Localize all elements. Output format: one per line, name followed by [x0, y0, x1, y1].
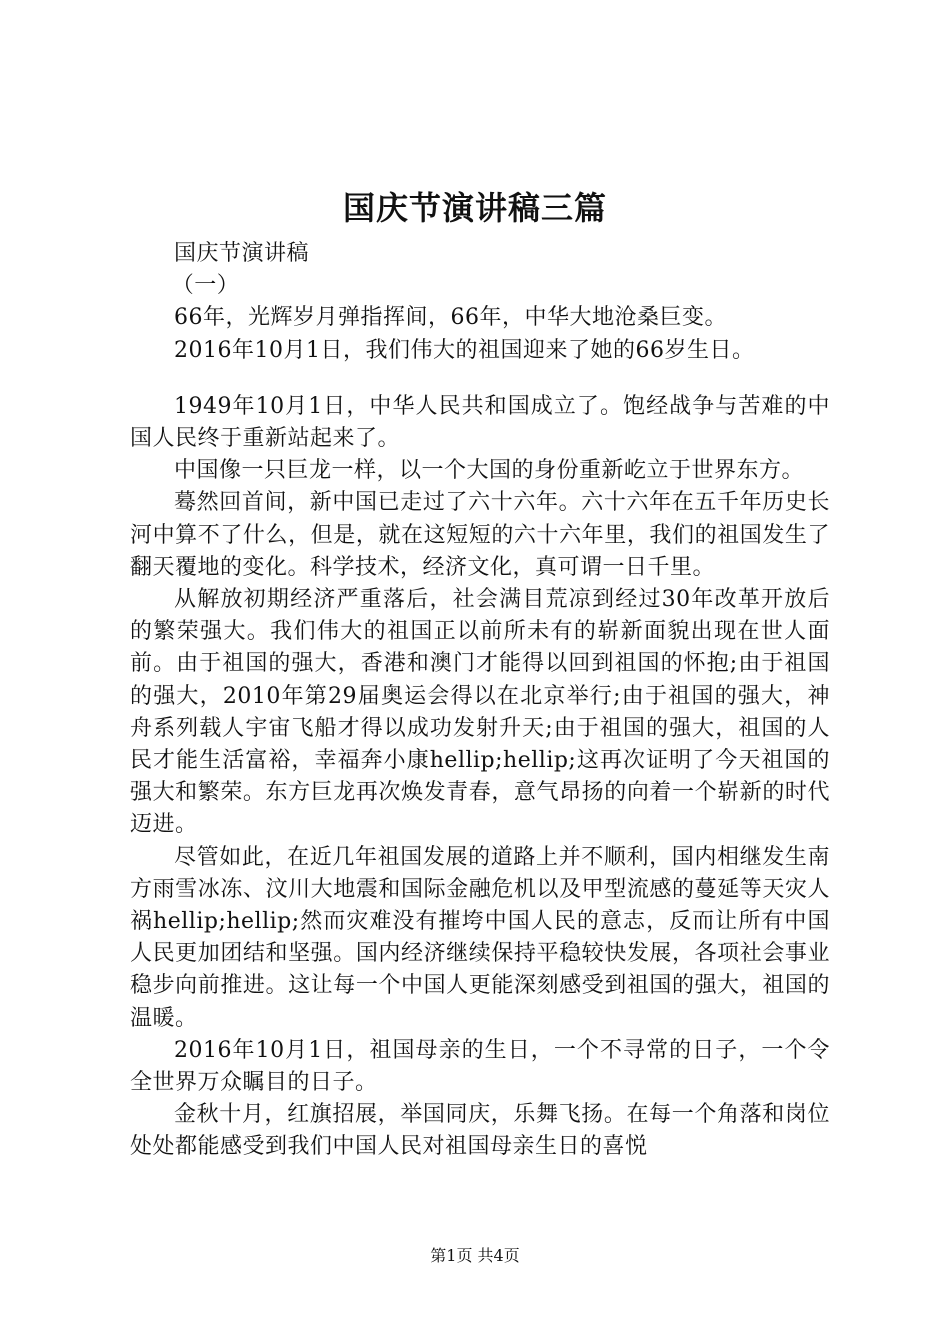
paragraph: 蓦然回首间，新中国已走过了六十六年。六十六年在五千年历史长河中算不了什么，但是，就在这短短的六十六年里，我们的祖国发生了翻天覆地的变化。科学技术，经济文化，真可谓一日千里。	[130, 490, 830, 580]
paragraph: 2016年10月1日，祖国母亲的生日，一个不寻常的日子，一个令全世界万众瞩目的日子。	[130, 1037, 830, 1096]
document-title: 国庆节演讲稿三篇	[342, 189, 607, 227]
paragraph: 中国像一只巨龙一样，以一个大国的身份重新屹立于世界东方。	[174, 458, 805, 484]
section-marker: （一）	[171, 273, 240, 299]
paragraph: 金秋十月，红旗招展，举国同庆，乐舞飞扬。在每一个角落和岗位处处都能感受到我们中国人民对祖国母亲生日的喜悦	[130, 1102, 830, 1160]
paragraph: 1949年10月1日，中华人民共和国成立了。饱经战争与苦难的中国人民终于重新站起来了。	[130, 393, 830, 452]
page-footer: 第1页 共4页	[430, 1246, 520, 1265]
subtitle: 国庆节演讲稿	[174, 241, 310, 266]
paragraph: 从解放初期经济严重落后，社会满目荒凉到经过30年改革开放后的繁荣强大。我们伟大的祖国正以前所未有的崭新面貌出现在世人面前。由于祖国的强大，香港和澳门才能得以回到祖国的怀抱;由于祖国的强大，2010年第29届奥运会得以在北京举行;由于祖国的强大，神舟系列载人宇宙飞船才得以成功发射升天;由于祖国的强大，祖国的人民才能生活富裕，幸福奔小康hellip;hellip;这再次证明了今天祖国的强大和繁荣。东方巨龙再次焕发青春，意气昂扬的向着一个崭新的时代迈进。	[130, 587, 830, 838]
paragraph: 尽管如此，在近几年祖国发展的道路上并不顺利，国内相继发生南方雨雪冰冻、汶川大地震和国际金融危机以及甲型流感的蔓延等天灾人祸hellip;hellip;然而灾难没有摧垮中国人民的意志，反而让所有中国人民更加团结和坚强。国内经济继续保持平稳较快发展，各项社会事业稳步向前推进。这让每一个中国人更能深刻感受到祖国的强大，祖国的温暖。	[130, 844, 830, 1031]
document-body	[130, 238, 830, 1164]
paragraph: 2016年10月1日，我们伟大的祖国迎来了她的66岁生日。	[174, 337, 755, 363]
paragraph: 66年，光辉岁月弹指挥间，66年，中华大地沧桑巨变。	[174, 305, 727, 331]
